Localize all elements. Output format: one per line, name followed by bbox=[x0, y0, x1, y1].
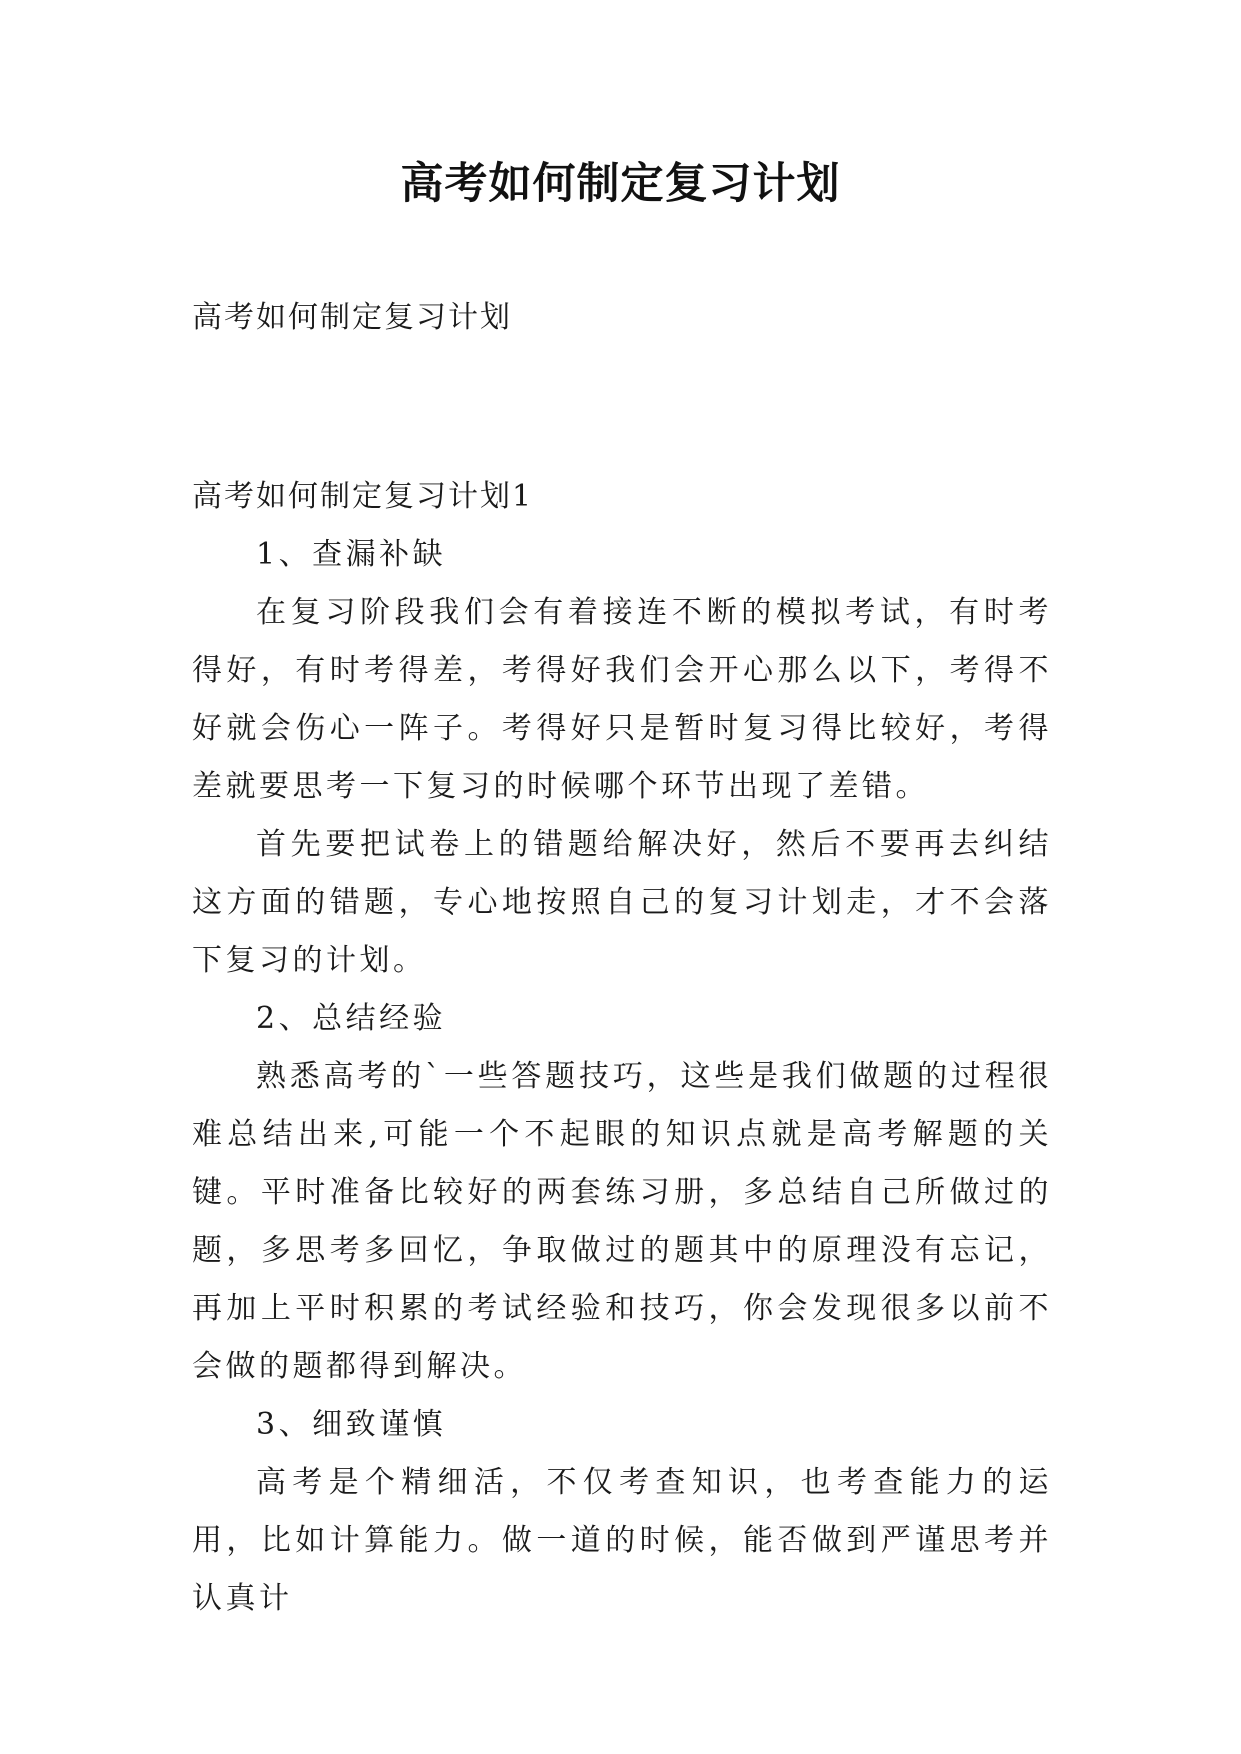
section-heading: 高考如何制定复习计划1 bbox=[192, 479, 534, 514]
item-heading-2: 2、总结经验 bbox=[256, 1001, 447, 1036]
item-heading-1: 1、查漏补缺 bbox=[256, 537, 447, 572]
paragraph-4: 高考是个精细活，不仅考查知识，也考查能力的运用，比如计算能力。做一道的时候，能否做到严谨思考并认真计 bbox=[192, 1465, 1052, 1616]
document-title: 高考如何制定复习计划 bbox=[400, 159, 841, 209]
paragraph-1: 在复习阶段我们会有着接连不断的模拟考试，有时考得好，有时考得差，考得好我们会开心那么以下，考得不好就会伤心一阵子。考得好只是暂时复习得比较好，考得差就要思考一下复习的时候哪个环节出现了差错。 bbox=[192, 595, 1052, 804]
paragraph-3: 熟悉高考的`一些答题技巧，这些是我们做题的过程很难总结出来,可能一个不起眼的知识点就是高考解题的关键。平时准备比较好的两套练习册，多总结自己所做过的题，多思考多回忆，争取做过的题其中的原理没有忘记，再加上平时积累的考试经验和技巧，你会发现很多以前不会做的题都得到解决。 bbox=[192, 1059, 1052, 1384]
document-body bbox=[192, 468, 1052, 1628]
document-subtitle: 高考如何制定复习计划 bbox=[192, 300, 512, 335]
paragraph-2: 首先要把试卷上的错题给解决好，然后不要再去纠结这方面的错题，专心地按照自己的复习计划走，才不会落下复习的计划。 bbox=[192, 827, 1052, 978]
item-heading-3: 3、细致谨慎 bbox=[256, 1407, 447, 1442]
